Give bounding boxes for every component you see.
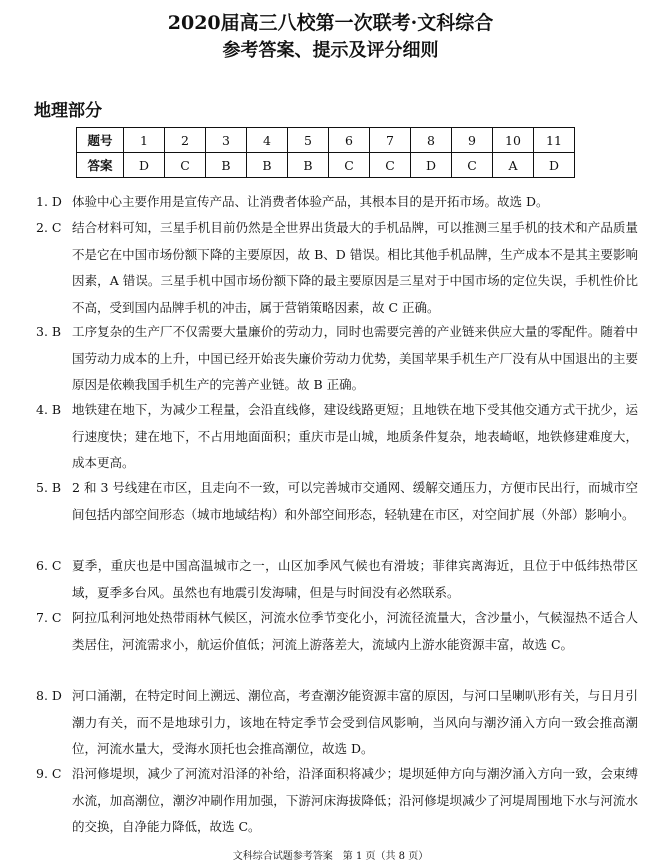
answer-cell: B <box>206 153 247 178</box>
question-number: 1 <box>124 128 165 153</box>
explanation-text: 沿河修堤坝，减少了河流对沿泽的补给，沿泽面积将减少；堤坝延伸方向与潮汐涌入方向一致，会束缚水流，加高潮位，潮汐冲刷作用加强，下游河床海拔降低；沿河修堤坝减少了河堤周围地下水与河流水的交换，自净能力降低，故选 C。 <box>72 766 638 834</box>
answer-cell: D <box>534 153 575 178</box>
explanation-number: 8. D <box>36 688 62 703</box>
answer-cell: D <box>124 153 165 178</box>
section-title: 地理部分 <box>34 101 102 121</box>
explanation-text: 2 和 3 号线建在市区，且走向不一致，可以完善城市交通网、缓解交通压力，方便市民出行，而城市空间包括内部空间形态（城市地域结构）和外部空间形态，轻轨建在市区，对空间扩展（外部）影响小。 <box>72 480 638 522</box>
explanation-text: 体验中心主要作用是宣传产品、让消费者体验产品，其根本目的是开拓市场。故选 D。 <box>72 194 549 209</box>
document-subtitle: 参考答案、提示及评分细则 <box>222 40 439 61</box>
question-number: 2 <box>165 128 206 153</box>
answer-cell: B <box>288 153 329 178</box>
question-number: 11 <box>534 128 575 153</box>
explanation-number: 4. B <box>36 402 62 417</box>
explanation-number: 1. D <box>36 194 62 209</box>
answer-row <box>77 153 575 178</box>
explanation-number: 3. B <box>36 324 62 339</box>
answer-cell: A <box>493 153 534 178</box>
explanation-text: 地铁建在地下，为减少工程量，会沿直线修，建设线路更短；且地铁在地下受其他交通方式干扰少，运行速度快；建在地下，不占用地面面积；重庆市是山城，地质条件复杂，地表崎岖，地铁修建难度大，成本更高。 <box>72 402 638 470</box>
explanation-number: 2. C <box>36 220 62 235</box>
explanation-text: 工序复杂的生产厂不仅需要大量廉价的劳动力，同时也需要完善的产业链来供应大量的零配件。随着中国劳动力成本的上升，中国已经开始丧失廉价劳动力优势，美国苹果手机生产厂没有从中国退出的主要原因是依赖我国手机生产的完善产业链。故 B 正确。 <box>72 324 638 392</box>
answer-cell: D <box>411 153 452 178</box>
question-number: 5 <box>288 128 329 153</box>
question-number: 4 <box>247 128 288 153</box>
answer-cell: C <box>329 153 370 178</box>
explanation-number: 7. C <box>36 610 62 625</box>
document-title: 2020届高三八校第一次联考·文科综合 <box>167 12 494 34</box>
answer-table <box>76 127 575 178</box>
question-number: 8 <box>411 128 452 153</box>
answer-cell: C <box>165 153 206 178</box>
explanation-text: 阿拉瓜利河地处热带雨林气候区，河流水位季节变化小，河流径流量大，含沙量小，气候湿热不适合人类居住，河流需求小，航运价值低；河流上游落差大，流域内上游水能资源丰富，故选 C。 <box>72 610 638 652</box>
page-footer: 文科综合试题参考答案 第 1 页（共 8 页） <box>232 851 429 862</box>
question-number: 9 <box>452 128 493 153</box>
explanation-number: 9. C <box>36 766 62 781</box>
answer-cell: B <box>247 153 288 178</box>
question-number: 3 <box>206 128 247 153</box>
answer-cell: C <box>452 153 493 178</box>
explanation-text: 结合材料可知，三星手机目前仍然是全世界出货最大的手机品牌，可以推测三星手机的技术和产品质量不是它在中国市场份额下降的主要原因，故 B、D 错误。相比其他手机品牌，生产成本不是其主要影响因素，A 错误。三星手机中国市场份额下降的最主要原因是三星对于中国市场的定位失误，手机性价比不高，受到国内品牌手机的冲击，属于营销策略因素，故 C 正确。 <box>72 220 638 315</box>
question-number: 10 <box>493 128 534 153</box>
explanation-number: 5. B <box>36 480 62 495</box>
answer-cell: C <box>370 153 411 178</box>
explanation-text: 河口涌潮，在特定时间上溯远、潮位高，考查潮汐能资源丰富的原因，与河口呈喇叭形有关，与日月引潮力有关，而不是地球引力，该地在特定季节会受到信风影响，当风向与潮汐涌入方向一致会推高潮位，河流水量大，受海水顶托也会推高潮位，故选 D。 <box>72 688 638 756</box>
explanation-text: 夏季，重庆也是中国高温城市之一，山区加季风气候也有滑坡；菲律宾离海近，且位于中低纬热带区域，夏季多台风。虽然也有地震引发海啸，但是与时间没有必然联系。 <box>72 558 638 600</box>
row-header-answer: 答案 <box>77 153 124 178</box>
question-number-row <box>77 128 575 153</box>
explanation-number: 6. C <box>36 558 62 573</box>
question-number: 7 <box>370 128 411 153</box>
row-header-number: 题号 <box>77 128 124 153</box>
question-number: 6 <box>329 128 370 153</box>
